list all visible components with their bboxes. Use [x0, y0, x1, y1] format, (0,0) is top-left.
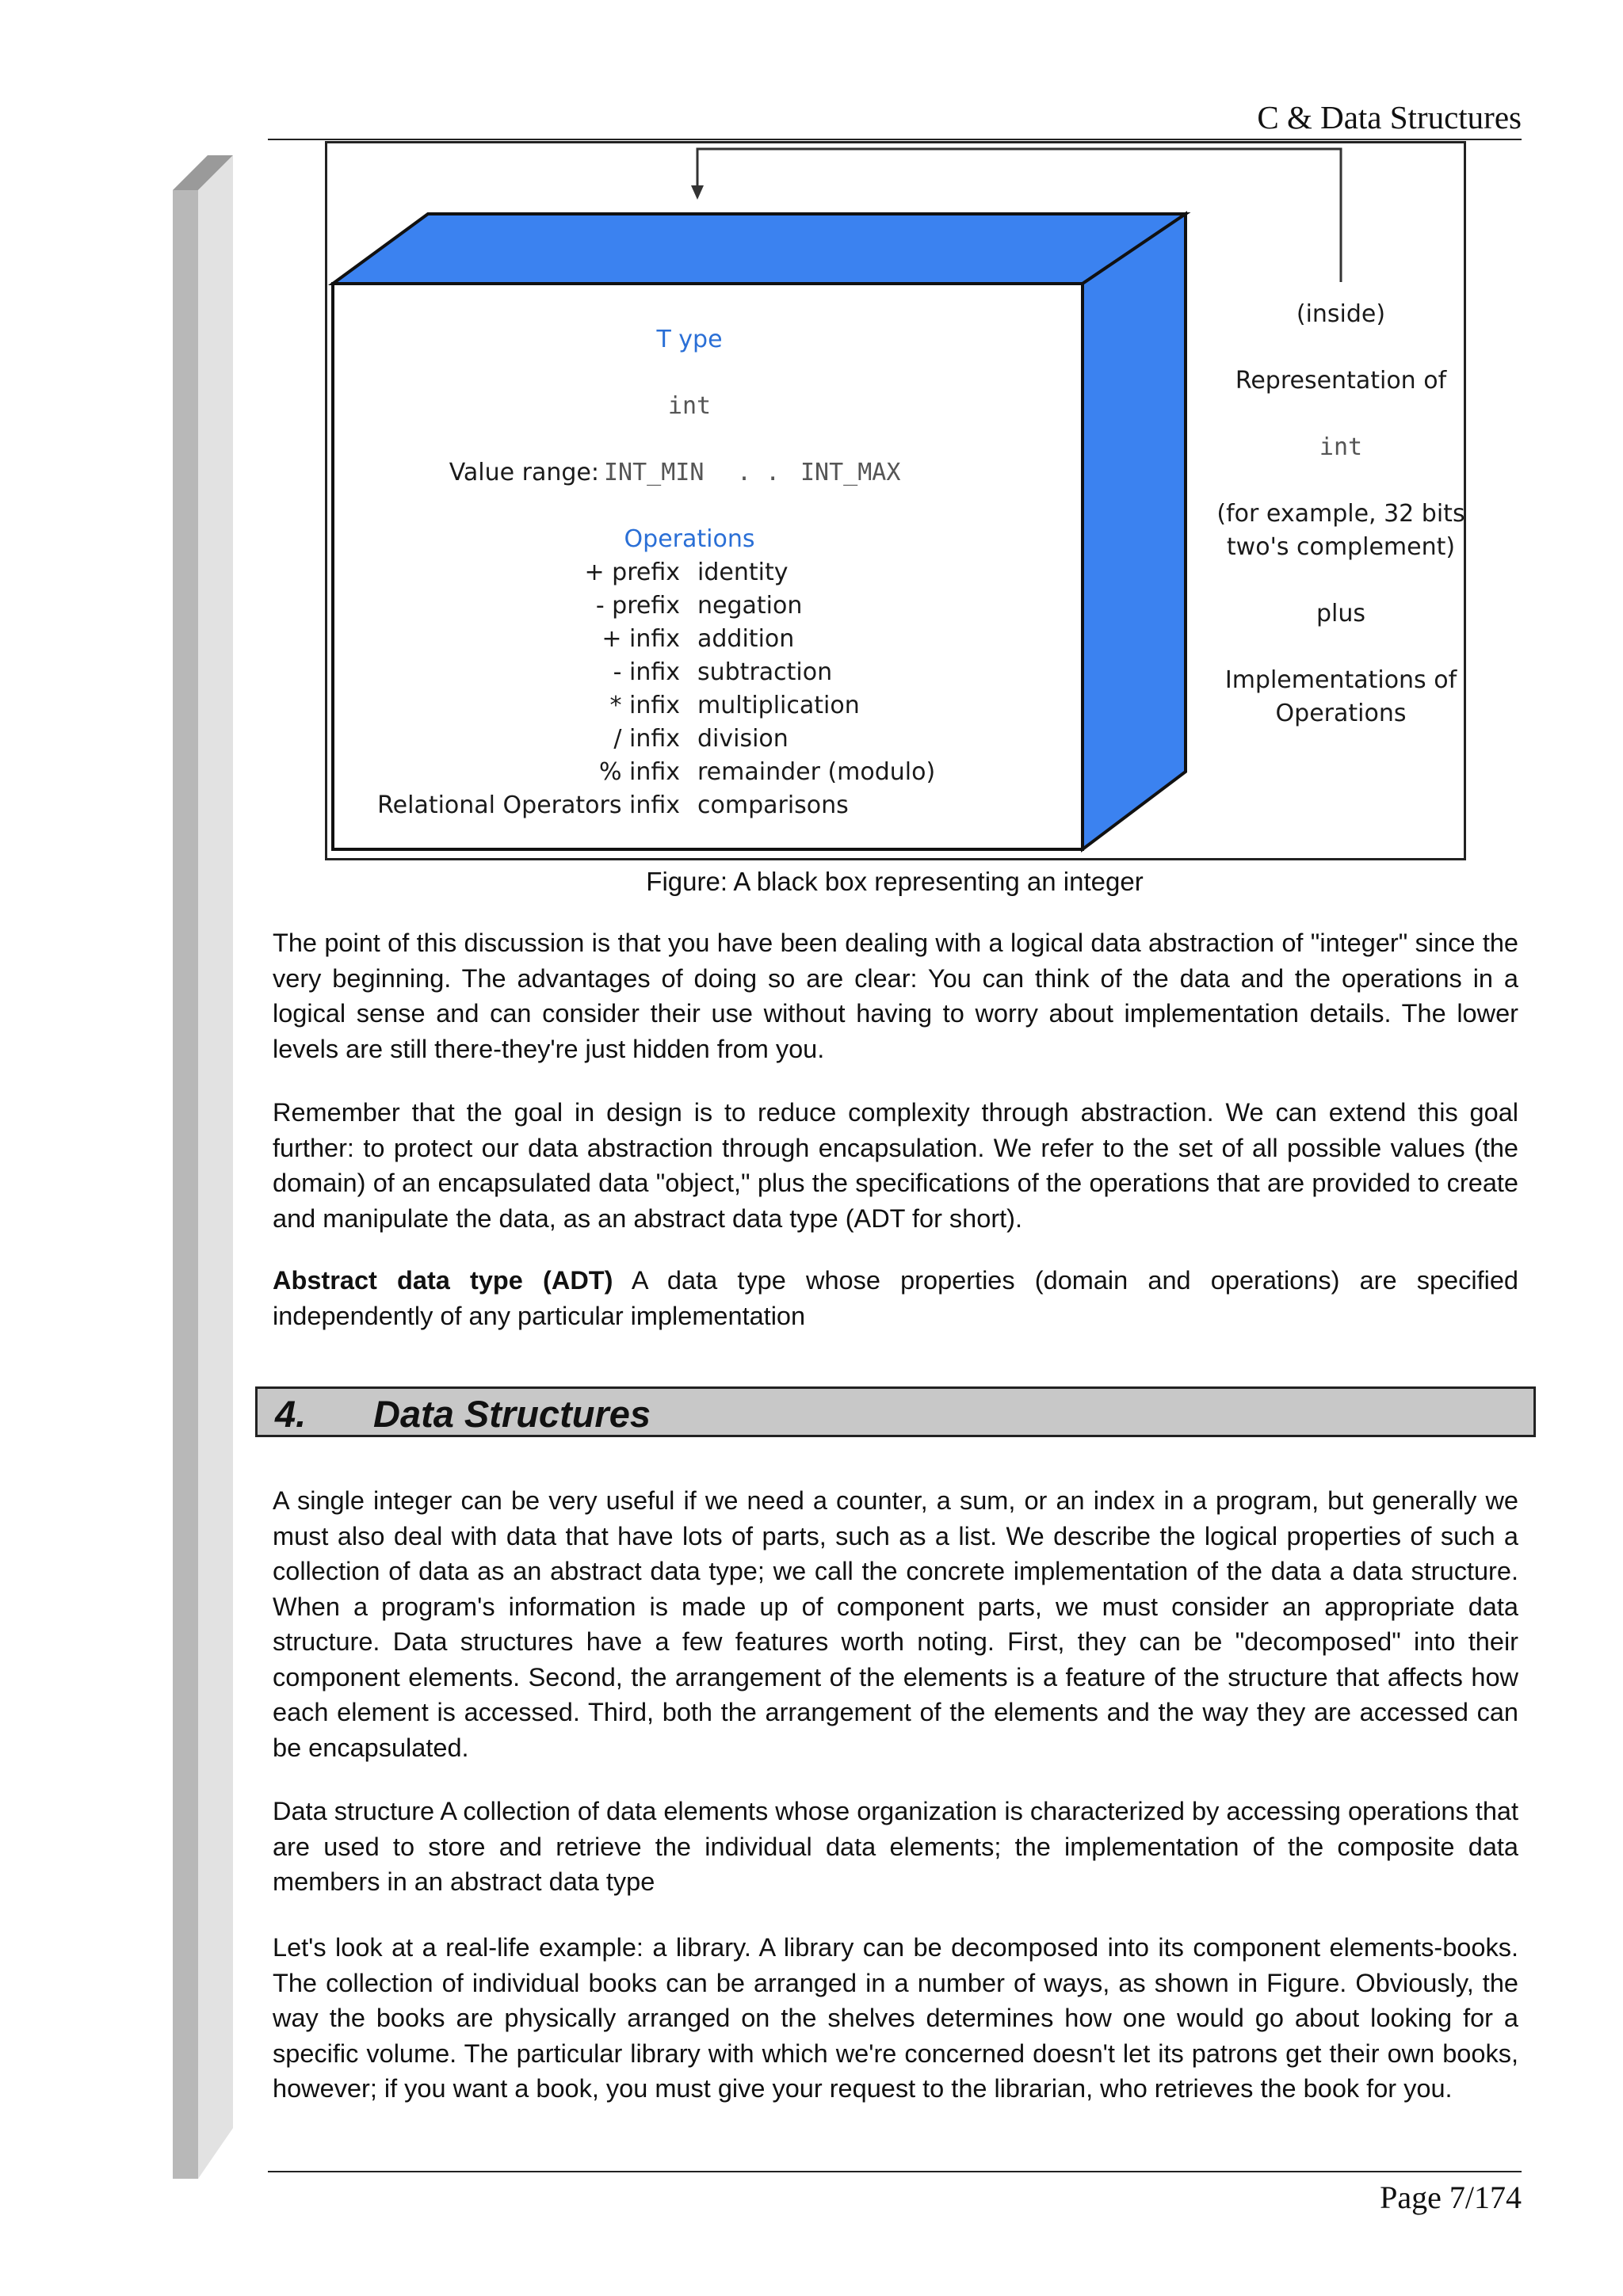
type-name: int — [667, 392, 712, 420]
op-symbol: / infix — [613, 725, 680, 753]
value-range-label: Value range: — [449, 459, 599, 486]
figure-caption: Figure: A black box representing an integer — [646, 867, 1144, 896]
op-symbol: + prefix — [584, 559, 680, 586]
op-symbol: * infix — [609, 692, 680, 719]
representation-type: int — [1319, 433, 1363, 461]
op-symbol: + infix — [601, 625, 680, 653]
paragraph-encapsulation: Remember that the goal in design is to reduce complexity through abstraction. We can extend this goal further: to protect our data abstraction through encapsulation. We refer to the set of all possible values (the domain) of an encapsulated data "object," plus the specifications of the operations that are provided to create and manipulate the data, as an abstract data type (ADT for short). — [273, 1098, 1518, 1233]
definition-text: A data type whose properties (domain and operations) are specified independently of any particular implementation — [273, 1266, 1519, 1330]
op-name: multiplication — [697, 692, 860, 719]
section-heading — [255, 1386, 1536, 1437]
type-heading: T ype — [656, 326, 723, 353]
representation-example-2: two's complement) — [1226, 533, 1456, 561]
representation-label: Representation of — [1235, 367, 1447, 395]
value-range-dots: . . — [737, 459, 781, 486]
section-number: 4. — [275, 1393, 307, 1435]
black-box-figure — [325, 141, 1466, 860]
op-name: negation — [697, 592, 803, 620]
definition-adt — [273, 1263, 1518, 1333]
op-name: remainder (modulo) — [697, 758, 936, 786]
plus-label: plus — [1316, 600, 1366, 627]
op-name: division — [697, 725, 789, 753]
op-name: addition — [697, 625, 795, 653]
section-title: Data Structures — [373, 1393, 651, 1435]
definition-term: Abstract data type (ADT) — [273, 1266, 613, 1295]
page-number: Page 7/174 — [1380, 2180, 1522, 2215]
op-name: subtraction — [697, 658, 833, 686]
running-header: C & Data Structures — [1257, 99, 1522, 135]
op-symbol: - infix — [613, 658, 680, 686]
implementations-label-2: Operations — [1275, 700, 1407, 727]
box-top-face — [333, 214, 1186, 284]
page-edge-decoration — [173, 155, 236, 2183]
value-range-min: INT_MIN — [604, 459, 705, 486]
arrow-head-icon — [691, 185, 704, 200]
inside-label: (inside) — [1296, 300, 1386, 328]
op-name: identity — [697, 559, 789, 586]
paragraph-abstraction: The point of this discussion is that you have been dealing with a logical data abstraction of "integer" since the very beginning. The advantages of doing so are clear: You can think of the data and the operations in a logical sense and can consider their use without having to worry about implementation details. The lower levels are still there-they're just hidden from you. — [273, 929, 1518, 1063]
op-symbol: - prefix — [595, 592, 680, 620]
representation-example-1: (for example, 32 bits — [1216, 500, 1465, 528]
box-side-face — [1083, 214, 1186, 849]
op-symbol: Relational Operators infix — [377, 791, 680, 819]
implementations-label-1: Implementations of — [1224, 666, 1457, 694]
paragraph-data-structures: A single integer can be very useful if we need a counter, a sum, or an index in a program, but generally we must also deal with data that have lots of parts, such as a list. We describe the logical properties of such a collection of data as an abstract data type; we call the concrete implementation of the data a data structure. When a program's information is made up of component parts, we must consider an appropriate data structure. Data structures have a few features worth noting. First, they can be "decomposed" into their component elements. Second, the arrangement of the elements is a feature of the structure that affects how each element is accessed. Third, both the arrangement of the elements and the way they are accessed can be encapsulated. — [273, 1486, 1518, 1762]
op-name: comparisons — [697, 791, 849, 819]
value-range-max: INT_MAX — [800, 459, 901, 486]
op-symbol: % infix — [598, 758, 680, 786]
operations-heading: Operations — [624, 525, 755, 553]
definition-data-structure: Data structure A collection of data elements whose organization is characterized by accessing operations that are used to store and retrieve the individual data elements; the implementation of the composite data members in an abstract data type — [273, 1797, 1518, 1896]
footer-rule — [268, 2171, 1522, 2172]
paragraph-library-example: Let's look at a real-life example: a library. A library can be decomposed into its component elements-books. The collection of individual books can be arranged in a number of ways, as shown in Figure. Obviously, the way the books are physically arranged on the shelves determines how one would go about looking for a specific volume. The particular library with which we're concerned doesn't let its patrons get their own books, however; if you want a book, you must give your request to the librarian, who retrieves the book for you. — [273, 1933, 1518, 2103]
header-rule — [268, 139, 1522, 140]
